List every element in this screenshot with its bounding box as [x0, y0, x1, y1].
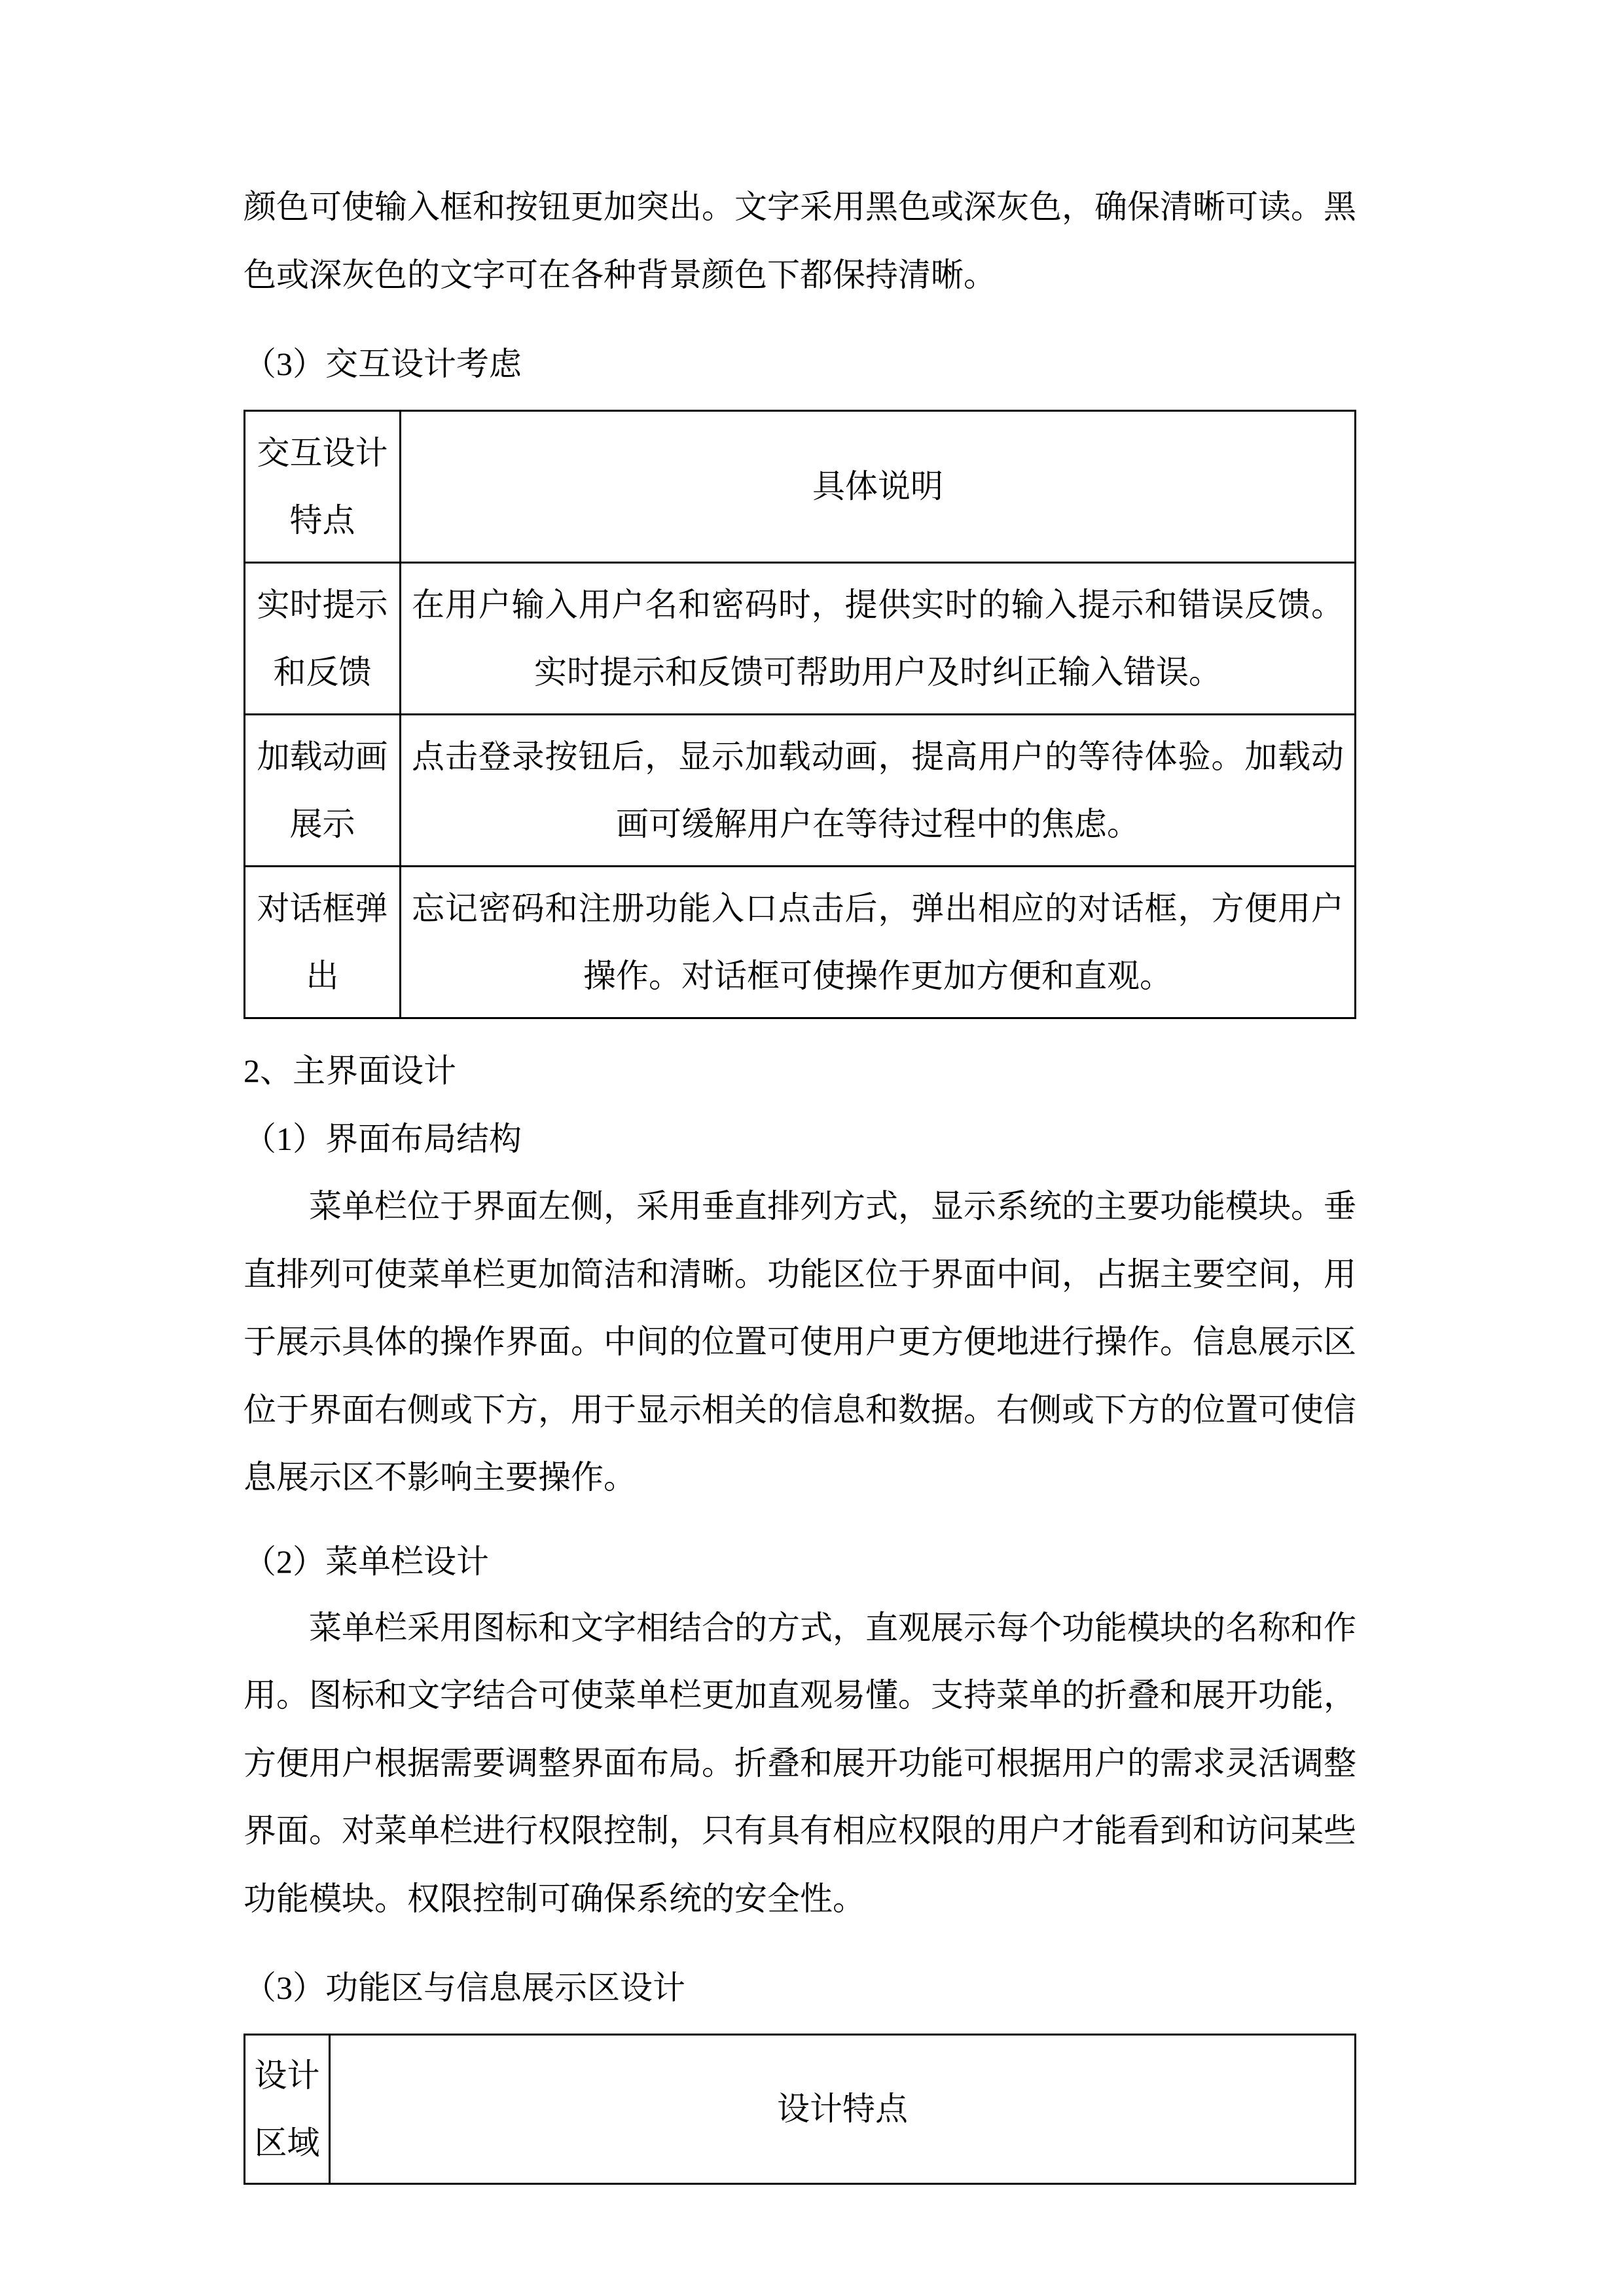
document-page: [244, 173, 1356, 2203]
layout-paragraph: 菜单栏位于界面左侧，采用垂直排列方式，显示系统的主要功能模块。垂直排列可使菜单栏更加简洁和清晰。功能区位于界面中间，占据主要空间，用于展示具体的操作界面。中间的位置可使用户更方便地进行操作。信息展示区位于界面右侧或下方，用于显示相关的信息和数据。右侧或下方的位置可使信息展示区不影响主要操作。: [244, 1188, 1356, 1496]
table-header-features: 设计特点: [330, 2035, 1356, 2184]
table-cell-description: 点击登录按钮后，显示加载动画，提高用户的等待体验。加载动画可缓解用户在等待过程中的焦虑。: [401, 715, 1356, 867]
section-heading-main: 2、主界面设计: [244, 1052, 456, 1089]
table-row: [245, 563, 1356, 715]
menu-paragraph: 菜单栏采用图标和文字相结合的方式，直观展示每个功能模块的名称和作用。图标和文字结合可使菜单栏更加直观易懂。支持菜单的折叠和展开功能，方便用户根据需要调整界面布局。折叠和展开功能可根据用户的需求灵活调整界面。对菜单栏进行权限控制，只有具有相应权限的用户才能看到和访问某些功能模块。权限控制可确保系统的安全性。: [244, 1609, 1356, 1917]
section-heading-interaction: （3）交互设计考虑: [244, 346, 522, 382]
section-heading-function: （3）功能区与信息展示区设计: [244, 1969, 685, 2006]
table-header-row: [245, 411, 1356, 563]
table-header-region: 设计区域: [245, 2035, 330, 2184]
table-header-description: 具体说明: [401, 411, 1356, 563]
interaction-design-table: [244, 410, 1356, 1019]
table-cell-description: 在用户输入用户名和密码时，提供实时的输入提示和错误反馈。实时提示和反馈可帮助用户及时纠正输入错误。: [401, 563, 1356, 715]
table-header-feature: 交互设计特点: [245, 411, 401, 563]
intro-paragraph: 颜色可使输入框和按钮更加突出。文字采用黑色或深灰色，确保清晰可读。黑色或深灰色的文字可在各种背景颜色下都保持清晰。: [244, 188, 1356, 293]
table-cell-feature: 加载动画展示: [245, 715, 401, 867]
table-row: [245, 715, 1356, 867]
section-heading-menu: （2）菜单栏设计: [244, 1543, 489, 1580]
table-header-row: [245, 2035, 1356, 2184]
section-heading-layout: （1）界面布局结构: [244, 1120, 522, 1157]
table-cell-feature: 实时提示和反馈: [245, 563, 401, 715]
table-cell-feature: 对话框弹出: [245, 867, 401, 1018]
function-area-table: [244, 2034, 1356, 2185]
table-row: [245, 867, 1356, 1018]
table-cell-description: 忘记密码和注册功能入口点击后，弹出相应的对话框，方便用户操作。对话框可使操作更加方便和直观。: [401, 867, 1356, 1018]
